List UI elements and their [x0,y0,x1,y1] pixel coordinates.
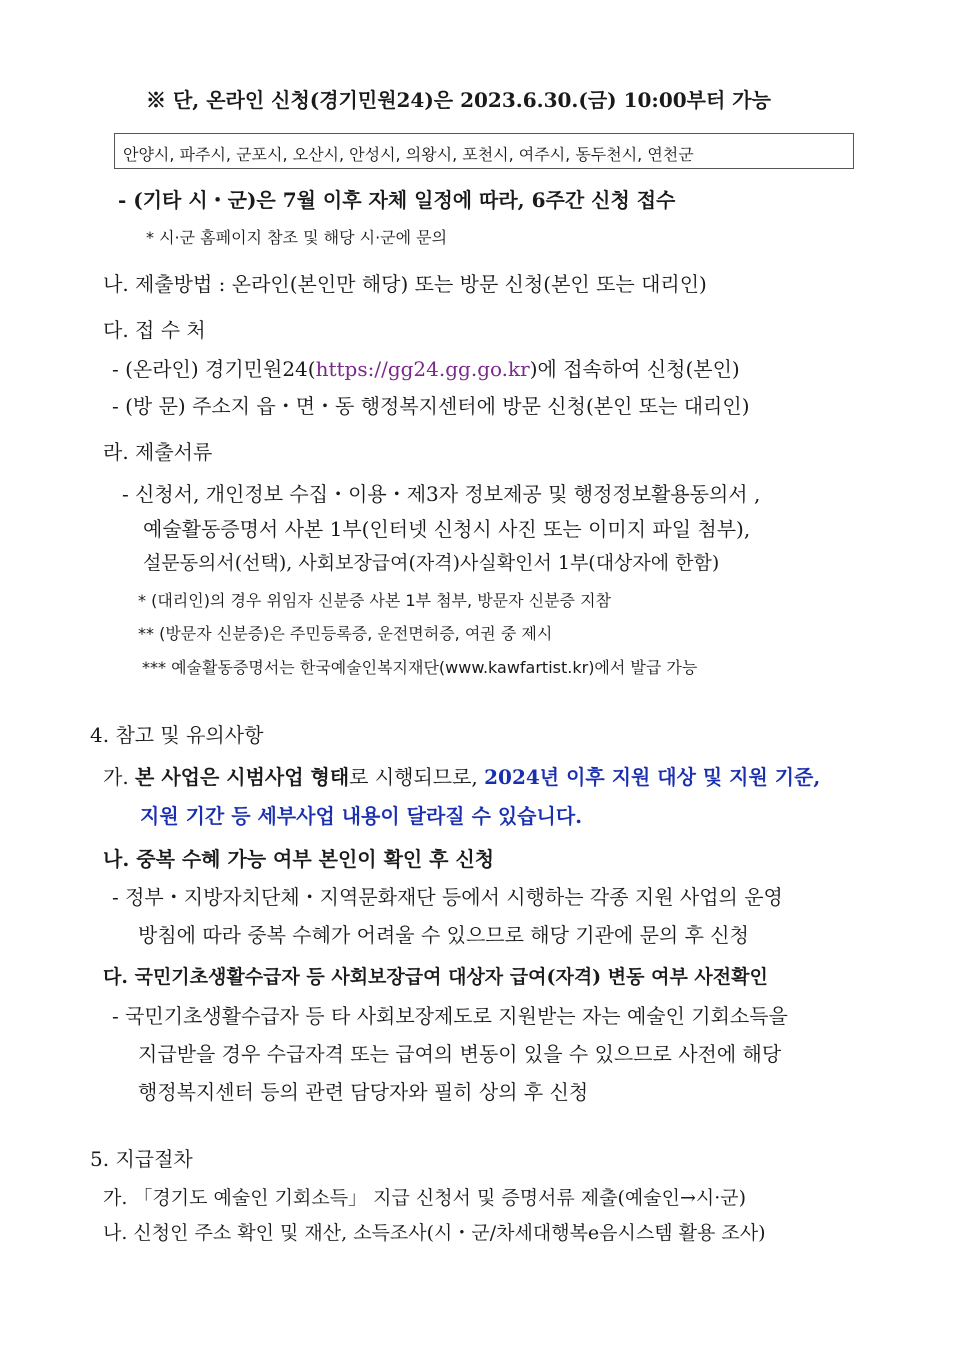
submission-method: 나. 제출방법 : 온라인(본인만 해당) 또는 방문 신청(본인 또는 대리인) [103,272,707,296]
reception-online [112,359,740,379]
s4a-blue-1: 2024년 이후 지원 대상 및 지원 기준, [484,765,821,789]
s4c-title: 다. 국민기초생활수급자 등 사회보장급여 대상자 급여(자격) 변동 여부 사전확인 [103,966,768,988]
s5a: 가. 「경기도 예술인 기회소득」 지급 신청서 및 증명서류 제출(예술인→시·군) [103,1187,747,1209]
documents-note-1: * (대리인)의 경우 위임자 신분증 사본 1부 첨부, 방문자 신분증 지참 [138,591,612,610]
s4a-line-2: 지원 기간 등 세부사업 내용이 달라질 수 있습니다. [140,804,583,828]
s4c-line-3: 행정복지센터 등의 관련 담당자와 필히 상의 후 신청 [138,1080,589,1104]
s4a-line-1 [103,767,820,787]
s4b-line-2: 방침에 따라 중복 수혜가 어려울 수 있으므로 해당 기관에 문의 후 신청 [138,923,749,947]
section-4-title: 4. 참고 및 유의사항 [90,723,264,747]
documents-line-1: - 신청서, 개인정보 수집・이용・제3자 정보제공 및 행정정보활용동의서 , [122,482,761,506]
documents-line-2: 예술활동증명서 사본 1부(인터넷 신청시 사진 또는 이미지 파일 첨부), [143,517,751,541]
s4c-line-2: 지급받을 경우 수급자격 또는 급여의 변동이 있을 수 있으므로 사전에 해당 [138,1042,782,1066]
reception-online-prefix: - (온라인) 경기민원24( [112,357,316,381]
other-cities-note: * 시·군 홈페이지 참조 및 해당 시·군에 문의 [146,228,448,247]
s5b: 나. 신청인 주소 확인 및 재산, 소득조사(시・군/차세대행복e음시스템 활용 조사) [103,1222,766,1244]
online-notice: ※ 단, 온라인 신청(경기민원24)은 2023.6.30.(금) 10:00부터 가능 [146,88,771,112]
section-5-title: 5. 지급절차 [90,1147,193,1171]
reception-online-suffix: )에 접속하여 신청(본인) [529,357,740,381]
s4b-line-1: - 정부・지방자치단체・지역문화재단 등에서 시행하는 각종 지원 사업의 운영 [112,885,783,909]
reception-visit: - (방 문) 주소지 읍・면・동 행정복지센터에 방문 신청(본인 또는 대리인) [112,394,750,418]
gg24-link[interactable]: https://gg24.gg.go.kr [315,357,530,381]
s4b-title: 나. 중복 수혜 가능 여부 본인이 확인 후 신청 [103,847,495,871]
reception-title: 다. 접 수 처 [103,318,206,342]
other-cities: - (기타 시・군)은 7월 이후 자체 일정에 따라, 6주간 신청 접수 [118,188,676,212]
city-box [114,133,854,169]
documents-note-3: *** 예술활동증명서는 한국예술인복지재단(www.kawfartist.kr)에서 발급 가능 [142,658,698,677]
documents-note-2: ** (방문자 신분증)은 주민등록증, 운전면허증, 여권 중 제시 [138,624,553,643]
s4a-pilot: 본 사업은 시범사업 형태 [135,765,350,789]
s4a-prefix: 가. [103,765,136,789]
city-list: 안양시, 파주시, 군포시, 오산시, 안성시, 의왕시, 포천시, 여주시, 동두천시, 연천군 [123,145,694,164]
s4c-line-1: - 국민기초생활수급자 등 타 사회보장제도로 지원받는 자는 예술인 기회소득을 [112,1004,788,1028]
documents-line-3: 설문동의서(선택), 사회보장급여(자격)사실확인서 1부(대상자에 한함) [143,552,720,574]
documents-title: 라. 제출서류 [103,440,213,464]
s4a-normal: 로 시행되므로, [349,765,485,789]
